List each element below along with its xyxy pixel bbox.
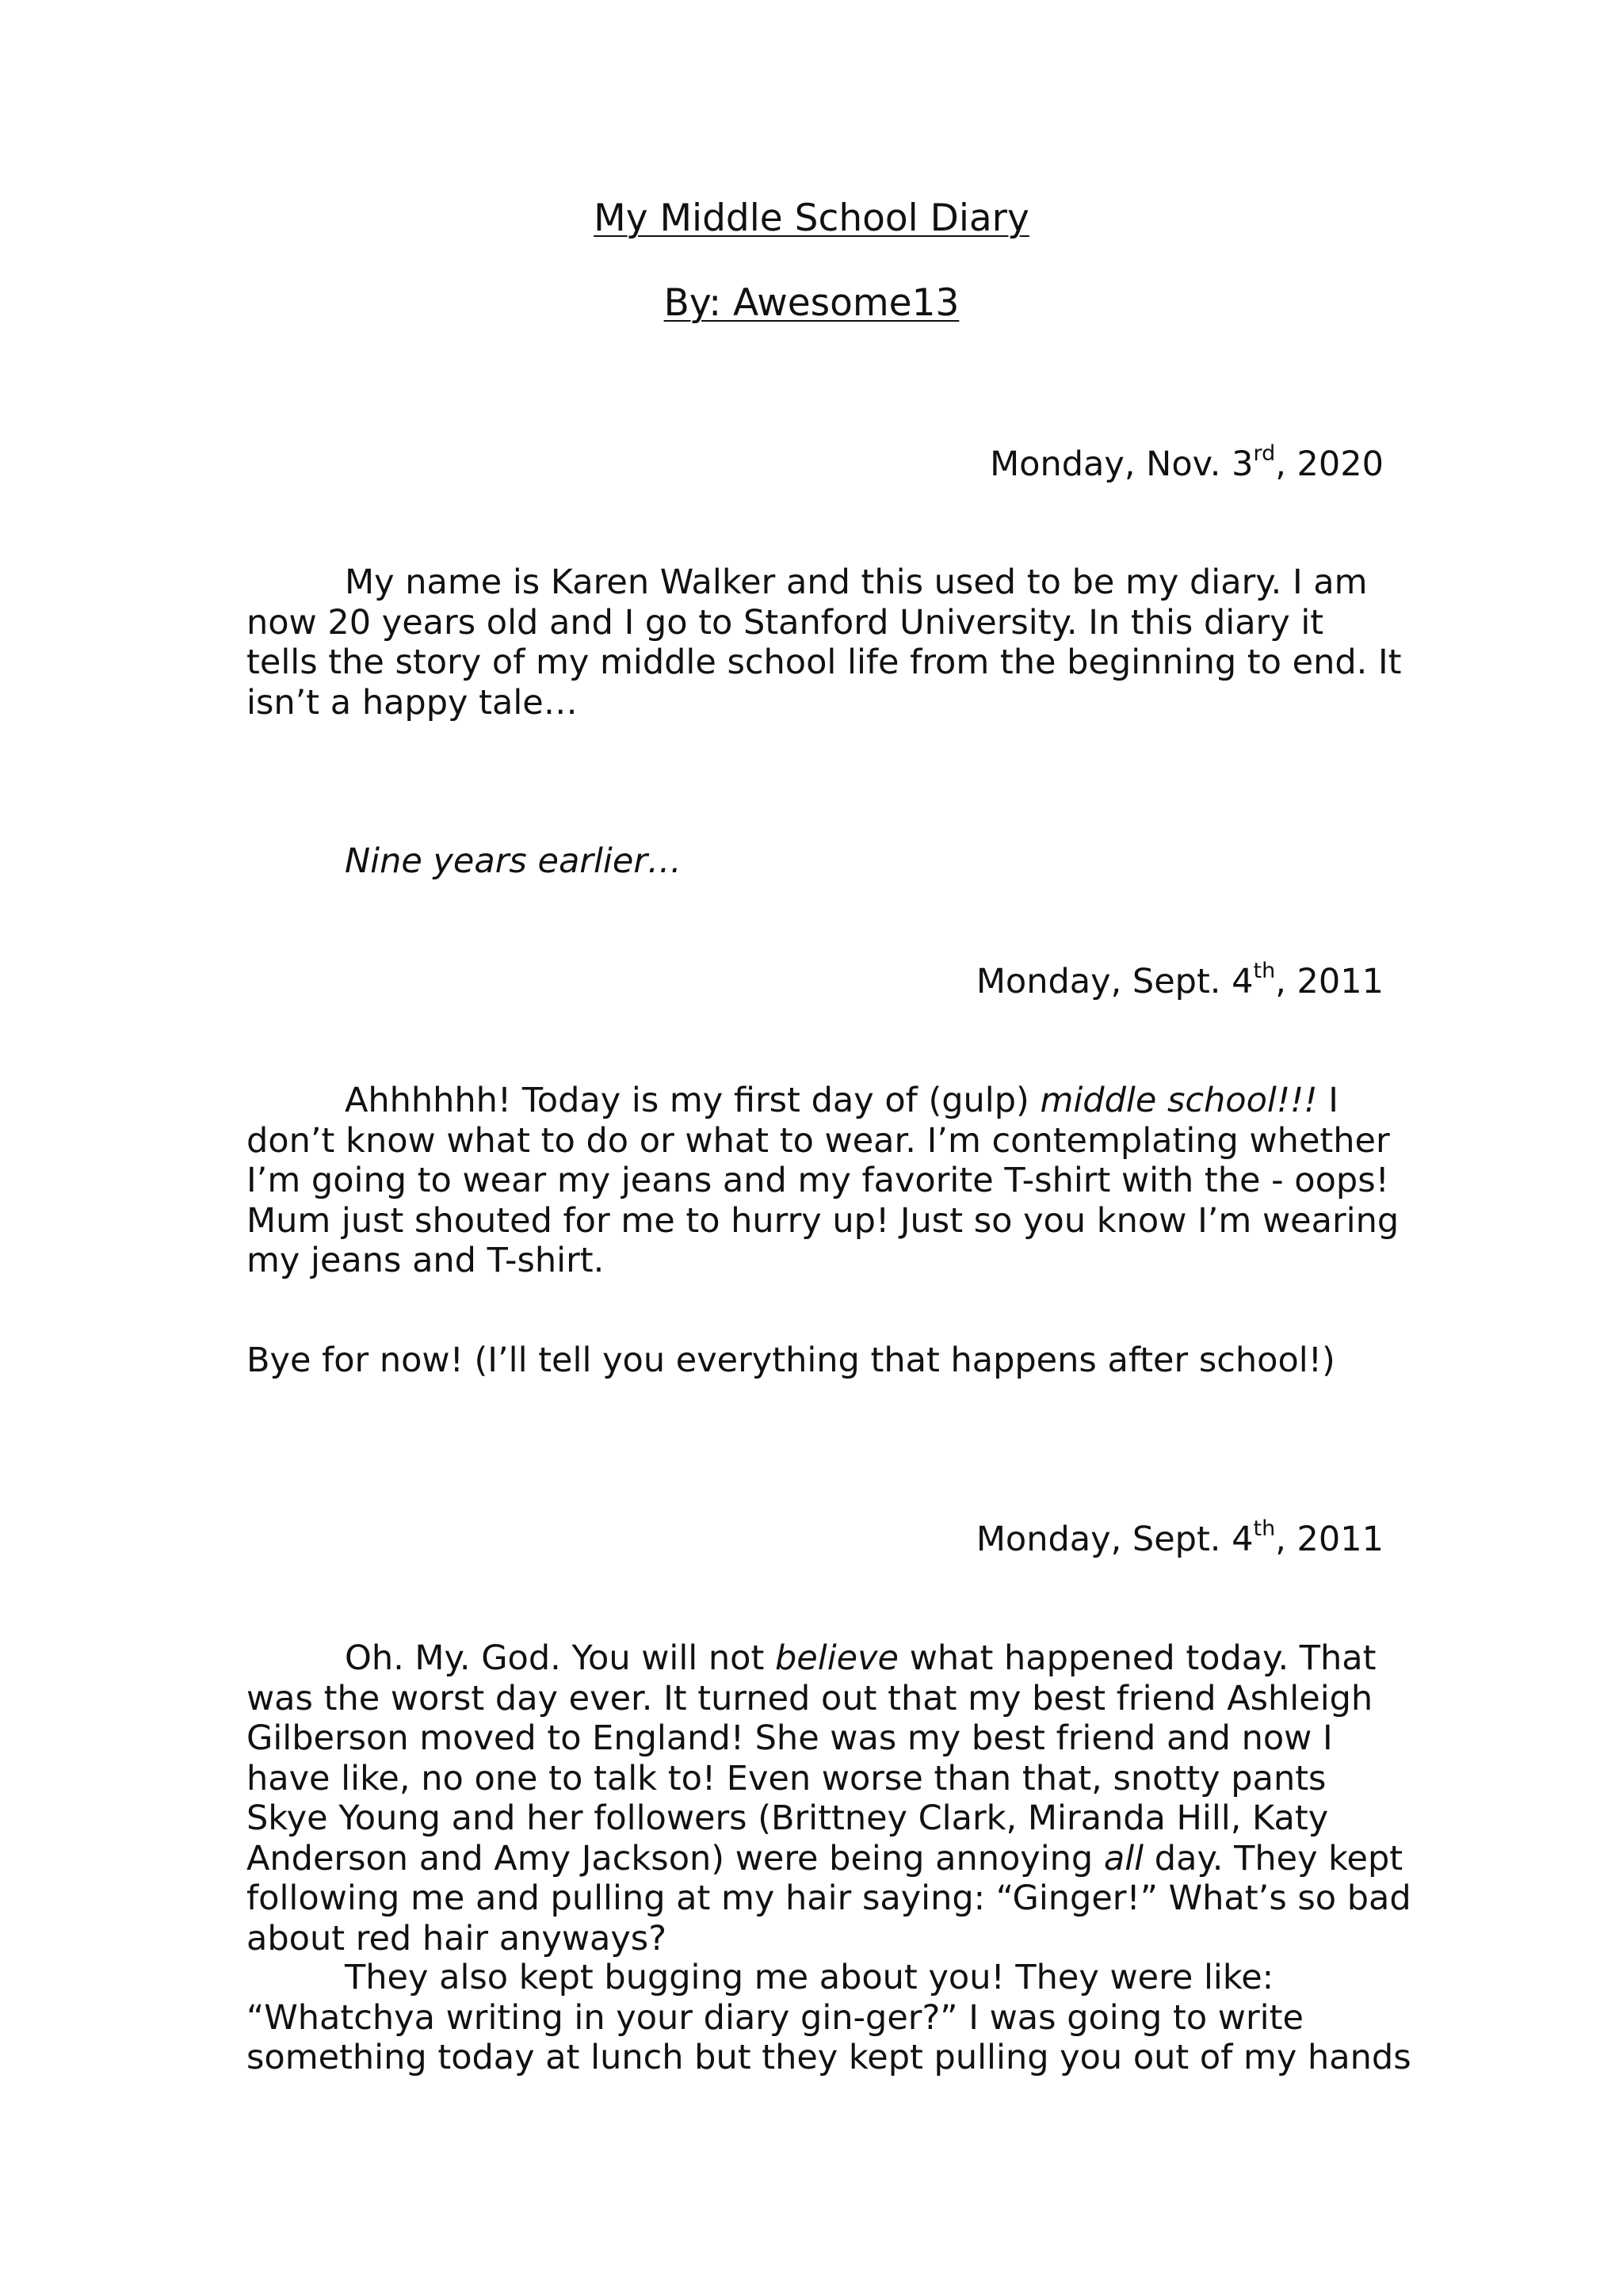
date-year: , 2011 xyxy=(1275,1520,1384,1559)
line-text: what happened today. That xyxy=(899,1638,1377,1678)
entry-date xyxy=(976,961,1384,1007)
paragraph-line: was the worst day ever. It turned out that my best friend Ashleigh xyxy=(246,1678,1373,1718)
paragraph-line: My name is Karen Walker and this used to be my diary. I am xyxy=(345,563,1368,602)
paragraph-line: have like, no one to talk to! Even worse than that, snotty pants xyxy=(246,1758,1327,1798)
date-text: Monday, Sept. 4 xyxy=(976,962,1254,1001)
paragraph-line: something today at lunch but they kept pulling you out of my hands xyxy=(246,2038,1411,2077)
emphasis-text: middle school!!! xyxy=(1040,1081,1318,1120)
paragraph-line: Mum just shouted for me to hurry up! Just so you know I’m wearing xyxy=(246,1200,1400,1241)
date-year: , 2020 xyxy=(1275,444,1384,484)
paragraph-line: following me and pulling at my hair saying: “Ginger!” What’s so bad xyxy=(246,1878,1411,1918)
paragraph-line: don’t know what to do or what to wear. I’m contemplating whether xyxy=(246,1120,1390,1161)
entry-date xyxy=(990,441,1384,490)
paragraph-line: isn’t a happy tale… xyxy=(246,682,578,723)
signoff-line: Bye for now! (I’ll tell you everything that happens after school!) xyxy=(246,1341,1335,1380)
line-text: Oh. My. God. You will not xyxy=(345,1638,776,1678)
emphasis-text: believe xyxy=(775,1638,899,1678)
date-ordinal: rd xyxy=(1253,441,1276,466)
line-text: Ahhhhhh! Today is my first day of (gulp) xyxy=(345,1081,1041,1120)
paragraph-line: now 20 years old and I go to Stanford University. In this diary it xyxy=(246,602,1324,643)
emphasis-text: all xyxy=(1103,1838,1144,1878)
entry-date xyxy=(976,1516,1384,1565)
signoff-paragraph xyxy=(246,1341,1384,1381)
paragraph-line xyxy=(246,1638,1384,1679)
paragraph-line: I’m going to wear my jeans and my favorite T-shirt with the - oops! xyxy=(246,1161,1389,1200)
document-author: By: Awesome13 xyxy=(663,281,960,325)
paragraph-line: Skye Young and her followers (Brittney Clark, Miranda Hill, Katy xyxy=(246,1798,1329,1838)
date-text: Monday, Nov. 3 xyxy=(990,444,1254,484)
date-ordinal: th xyxy=(1253,1516,1276,1541)
entry-paragraph xyxy=(246,563,1402,723)
date-ordinal: th xyxy=(1253,959,1276,983)
document-title: My Middle School Diary xyxy=(594,196,1029,240)
paragraph-line xyxy=(246,1081,1384,1121)
line-text: day. They kept xyxy=(1144,1838,1403,1878)
paragraph-line: about red hair anyways? xyxy=(246,1918,667,1958)
paragraph-line xyxy=(246,1838,1403,1879)
paragraph-line: Gilberson moved to England! She was my best friend and now I xyxy=(246,1718,1333,1758)
date-text: Monday, Sept. 4 xyxy=(976,1520,1254,1559)
paragraph-line: They also kept bugging me about you! They were like: xyxy=(345,1958,1274,1997)
transition-text xyxy=(246,841,1384,882)
date-year: , 2011 xyxy=(1275,962,1384,1001)
entry-paragraph xyxy=(246,1638,1411,1958)
line-text: Anderson and Amy Jackson) were being annoying xyxy=(246,1838,1104,1878)
paragraph-line: my jeans and T-shirt. xyxy=(246,1241,605,1280)
line-text: I xyxy=(1317,1081,1338,1120)
entry-paragraph xyxy=(246,1081,1400,1281)
paragraph-line: “Whatchya writing in your diary gin-ger?” I was going to write xyxy=(246,1997,1304,2038)
paragraph-line: tells the story of my middle school life from the beginning to end. It xyxy=(246,643,1402,682)
entry-paragraph xyxy=(246,1958,1411,2078)
transition-line: Nine years earlier… xyxy=(345,841,682,881)
